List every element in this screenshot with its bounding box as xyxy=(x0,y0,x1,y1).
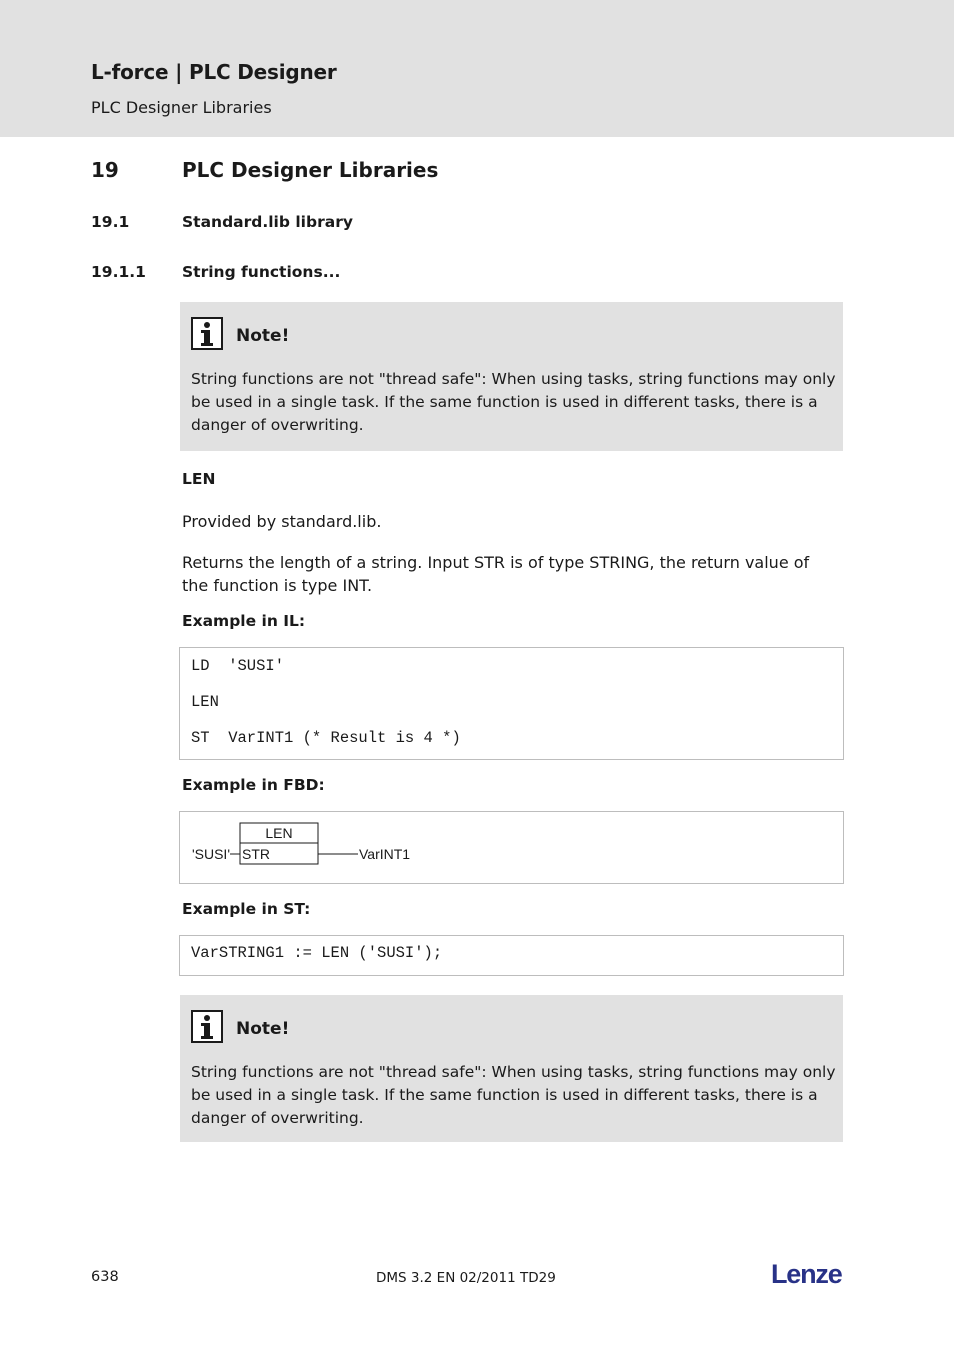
lenze-logo-text: Lenze xyxy=(771,1259,842,1289)
lenze-logo xyxy=(770,1256,852,1290)
info-icon xyxy=(191,1010,223,1043)
function-name: LEN xyxy=(182,470,216,488)
il-code-line: LEN xyxy=(191,693,219,711)
input-value: 'SUSI' xyxy=(191,846,230,862)
subsection-title: Standard.lib library xyxy=(182,213,353,231)
st-code-line: VarSTRING1 := LEN ('SUSI'); xyxy=(191,944,443,962)
example-il-label: Example in IL: xyxy=(182,612,306,630)
st-code-box xyxy=(179,935,844,976)
section-title: PLC Designer Libraries xyxy=(182,158,439,182)
note-title: Note! xyxy=(236,1019,290,1039)
page-number: 638 xyxy=(91,1269,119,1285)
subsubsection-title: String functions... xyxy=(182,263,341,281)
document-code: DMS 3.2 EN 02/2011 TD29 xyxy=(376,1270,556,1286)
note-text: String functions are not "thread safe": When using tasks, string functions may only be used in a single task. If the same function is used in different tasks, there is a danger of overwriting. xyxy=(191,1063,836,1127)
section-number: 19 xyxy=(91,158,119,182)
note-title: Note! xyxy=(236,326,290,346)
il-code-line: LD 'SUSI' xyxy=(191,657,285,675)
function-description: Returns the length of a string. Input STR is of type STRING, the return value of the function is type INT. xyxy=(182,553,810,595)
fbd-diagram-box xyxy=(179,811,844,884)
il-code-line: ST VarINT1 (* Result is 4 *) xyxy=(191,729,461,747)
note-text: String functions are not "thread safe": When using tasks, string functions may only be used in a single task. If the same function is used in different tasks, there is a danger of overwriting. xyxy=(191,370,836,434)
document-subtitle: PLC Designer Libraries xyxy=(91,98,272,117)
input-pin: STR xyxy=(242,846,270,862)
example-fbd-label: Example in FBD: xyxy=(182,776,325,794)
provided-by-text: Provided by standard.lib. xyxy=(182,512,382,531)
subsubsection-number: 19.1.1 xyxy=(91,263,146,281)
block-name: LEN xyxy=(265,825,293,841)
note-box xyxy=(180,995,843,1142)
output-variable: VarINT1 xyxy=(359,846,411,862)
fbd-diagram xyxy=(180,812,843,883)
document-title: L-force | PLC Designer xyxy=(91,60,337,84)
il-code-box xyxy=(179,647,844,760)
subsection-number: 19.1 xyxy=(91,213,130,231)
note-box xyxy=(180,302,843,451)
info-icon xyxy=(191,317,223,350)
example-st-label: Example in ST: xyxy=(182,900,311,918)
